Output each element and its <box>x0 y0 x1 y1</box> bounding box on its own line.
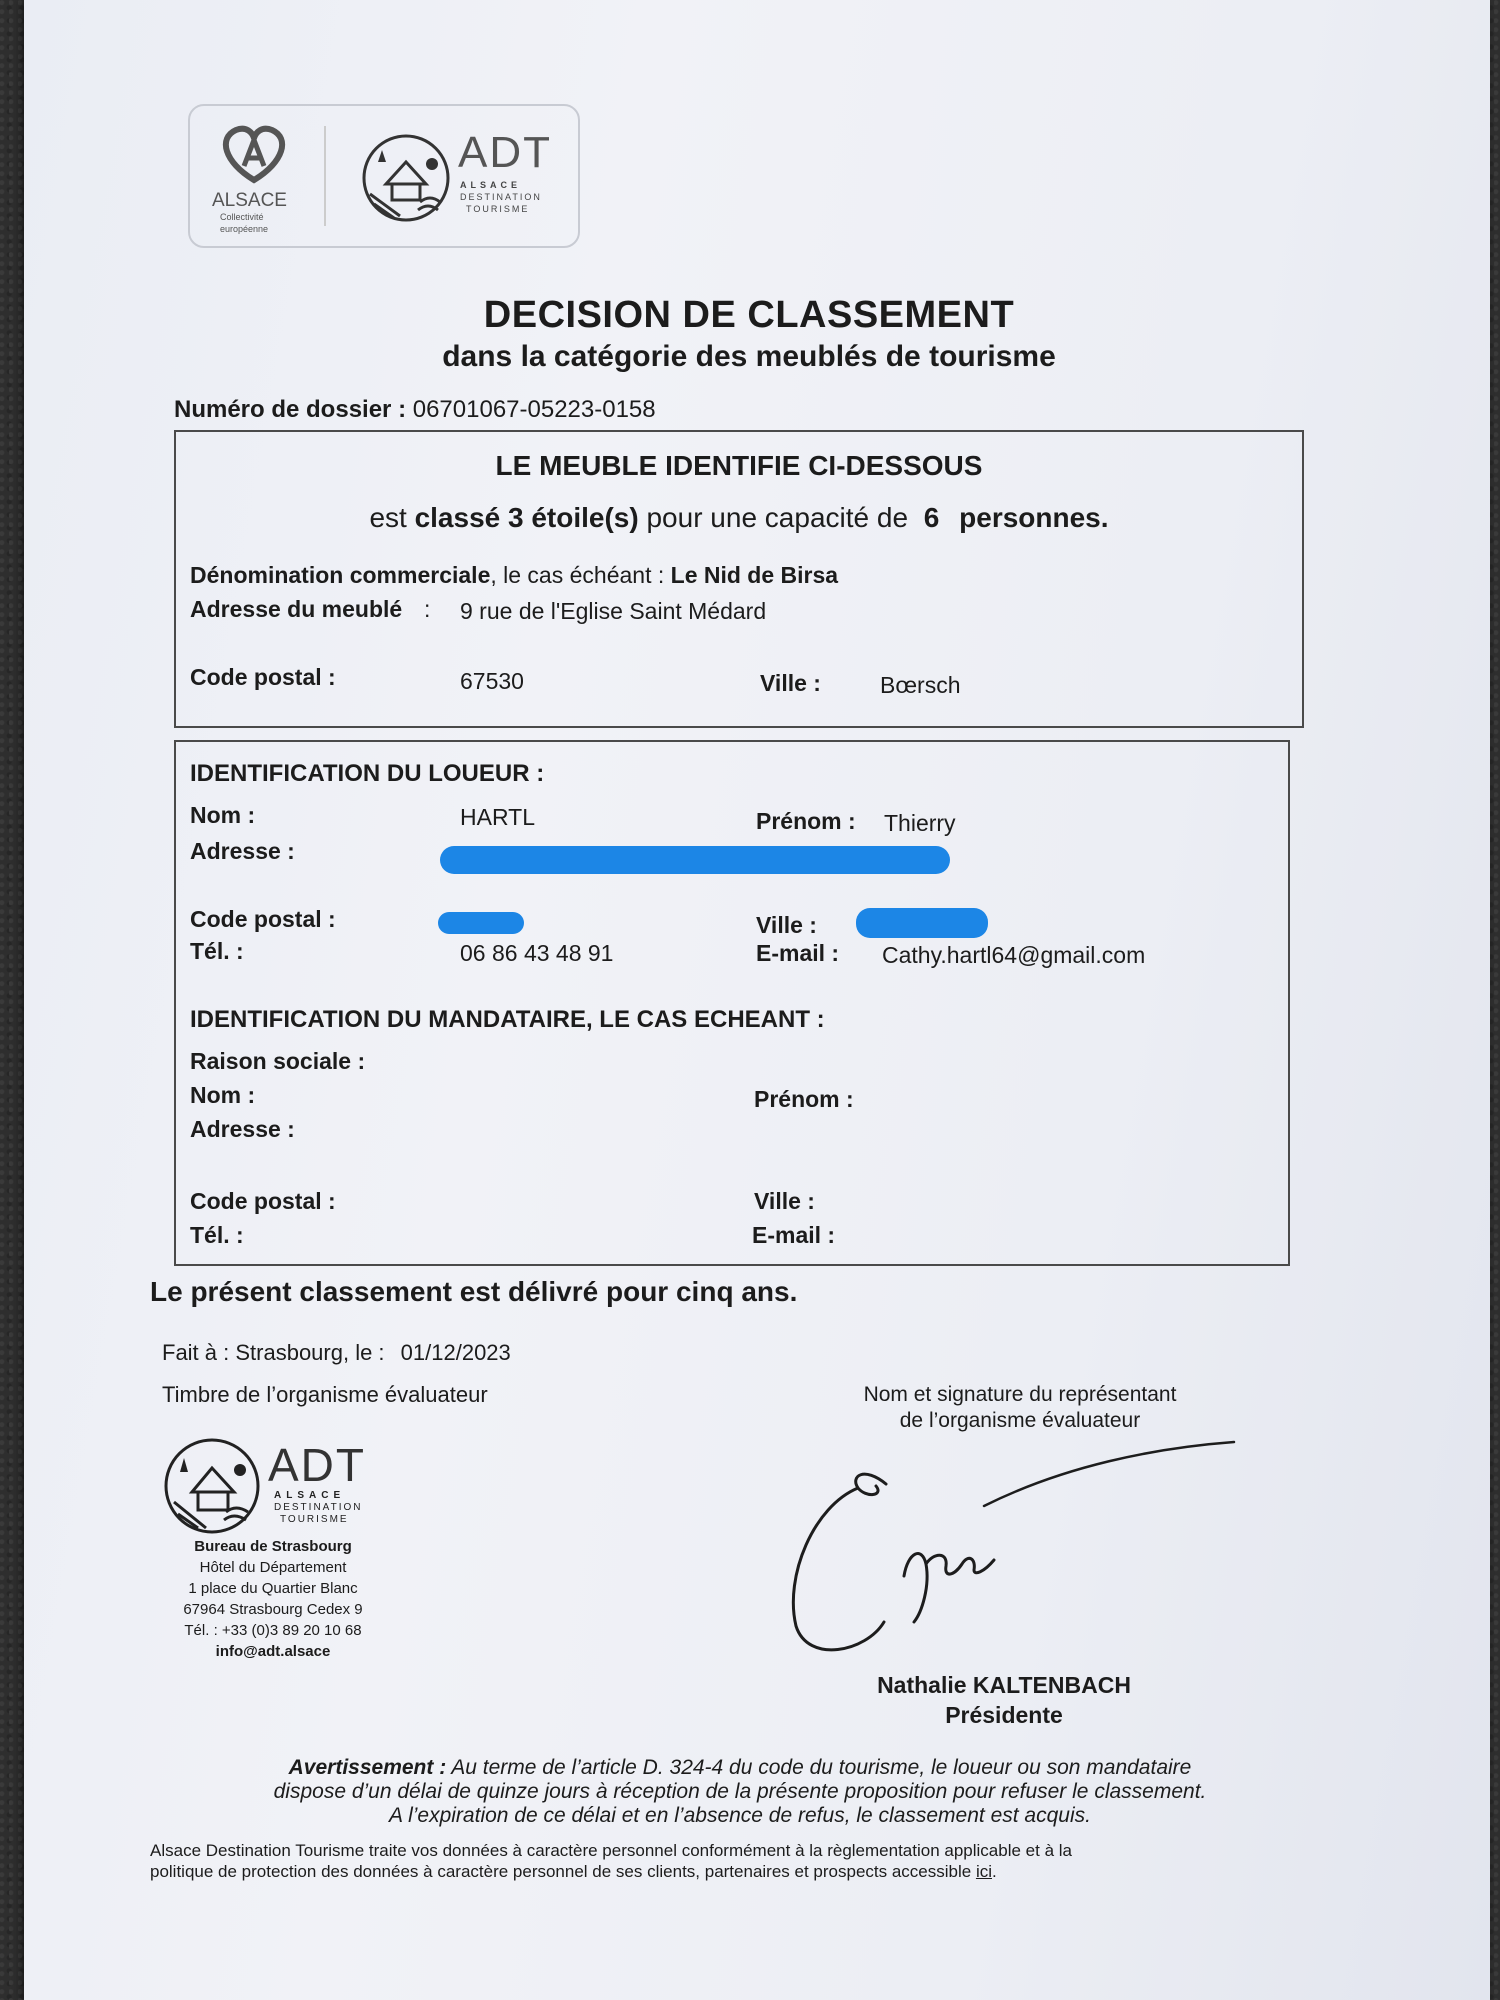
loueur-nom-label: Nom : <box>190 802 256 828</box>
redaction-cp <box>438 912 524 934</box>
meuble-ville-value: Bœrsch <box>880 672 961 698</box>
logo-divider <box>324 126 326 226</box>
mandataire-tel-label: Tél. : <box>190 1222 244 1248</box>
timbre-label: Timbre de l’organisme évaluateur <box>162 1382 488 1407</box>
signature-caption-line2: de l’organisme évaluateur <box>899 1409 1141 1432</box>
loueur-cp-label: Code postal : <box>190 906 336 932</box>
warning-line3: A l’expiration de ce délai et en l’absence de refus, le classement est acquis. <box>389 1804 1091 1827</box>
alsace-word: ALSACE <box>212 190 287 211</box>
loueur-prenom-label: Prénom : <box>756 808 856 834</box>
document-page <box>24 0 1490 2000</box>
mandataire-adresse-label: Adresse : <box>190 1116 295 1142</box>
loueur-email-value: Cathy.hartl64@gmail.com <box>882 942 1146 968</box>
classement-line <box>176 502 1302 534</box>
mandataire-ville-label: Ville : <box>754 1188 815 1214</box>
mandataire-cp-label: Code postal : <box>190 1188 336 1214</box>
signatory-block <box>824 1670 1184 1730</box>
warning-text1: Au terme de l’article D. 324-4 du code du tourisme, le loueur ou son mandataire <box>451 1756 1192 1779</box>
denomination-mid: , le cas échéant : <box>490 562 665 588</box>
stamp-emblem-icon <box>162 1436 262 1536</box>
validity-statement: Le présent classement est délivré pour cinq ans. <box>150 1276 798 1307</box>
identification-section <box>174 740 1290 1266</box>
adresse-meuble-value: 9 rue de l'Eglise Saint Médard <box>460 598 767 624</box>
stamp-line1: Bureau de Strasbourg <box>194 1538 352 1555</box>
adresse-meuble-colon: : <box>424 596 431 622</box>
mandataire-prenom-label: Prénom : <box>754 1086 854 1112</box>
logo-block <box>188 104 580 248</box>
capacity-value: 6 <box>923 502 940 533</box>
stamp-line2: Hôtel du Département <box>199 1559 347 1576</box>
classement-pre: est <box>369 502 407 533</box>
meuble-ville-label: Ville : <box>760 670 821 696</box>
adresse-meuble-label: Adresse du meublé <box>190 596 403 622</box>
warning-line2: dispose d’un délai de quinze jours à réception de la présente proposition pour refuser le classement. <box>273 1780 1207 1803</box>
adt-emblem-icon <box>360 132 452 224</box>
mandataire-email-label: E-mail : <box>752 1222 836 1248</box>
privacy-line1: Alsace Destination Tourisme traite vos données à caractère personnel conformément à la règlementation applicable et à la <box>150 1841 1072 1860</box>
stamp-adt-sub3: TOURISME <box>280 1514 349 1525</box>
privacy-line2-wrap <box>150 1861 1380 1882</box>
signatory-role: Présidente <box>945 1702 1063 1728</box>
fait-line <box>162 1340 511 1366</box>
stamp-address <box>160 1536 386 1662</box>
signature-caption-line1: Nom et signature du représentant <box>863 1383 1177 1406</box>
loueur-tel-value: 06 86 43 48 91 <box>460 940 614 966</box>
meuble-section <box>174 430 1304 728</box>
handwritten-signature <box>754 1426 1254 1666</box>
adt-word: ADT <box>458 128 552 177</box>
dossier-label: Numéro de dossier : <box>174 396 407 423</box>
adt-sub3: TOURISME <box>466 204 530 214</box>
stamp-line4: 67964 Strasbourg Cedex 9 <box>183 1601 363 1618</box>
redaction-adresse <box>440 846 950 874</box>
signatory-name: Nathalie KALTENBACH <box>877 1672 1131 1698</box>
loueur-email-label: E-mail : <box>756 940 840 966</box>
stamp-adt-sub1: ALSACE <box>274 1490 346 1501</box>
denomination-value: Le Nid de Birsa <box>670 562 839 588</box>
meuble-cp-value: 67530 <box>460 668 524 694</box>
meuble-heading: LE MEUBLE IDENTIFIE CI-DESSOUS <box>495 450 983 481</box>
adt-sub1: ALSACE <box>460 180 522 190</box>
privacy-line2: politique de protection des données à caractère personnel de ses clients, partenaires et prospects accessible <box>150 1862 972 1881</box>
mandataire-nom-label: Nom : <box>190 1082 256 1108</box>
privacy-notice <box>150 1840 1380 1882</box>
page-title: DECISION DE CLASSEMENT <box>483 294 1015 336</box>
warning-label: Avertissement : <box>288 1756 447 1779</box>
warning-line1 <box>120 1756 1360 1780</box>
stamp-line3: 1 place du Quartier Blanc <box>188 1580 358 1597</box>
stamp-line5: Tél. : +33 (0)3 89 20 10 68 <box>184 1622 362 1639</box>
stamp-line6: info@adt.alsace <box>215 1643 331 1660</box>
redaction-ville <box>856 908 988 938</box>
privacy-link[interactable]: ici <box>975 1862 993 1881</box>
privacy-end: . <box>992 1862 997 1881</box>
classement-end: personnes. <box>959 502 1109 533</box>
loueur-heading: IDENTIFICATION DU LOUEUR : <box>190 760 545 787</box>
fait-label: Fait à : Strasbourg, le : <box>162 1340 385 1365</box>
dossier-value: 06701067-05223-0158 <box>412 396 656 423</box>
loueur-nom-value: HARTL <box>460 804 535 830</box>
classement-mid: pour une capacité de <box>646 502 909 533</box>
denomination-label: Dénomination commerciale <box>190 562 491 588</box>
classement-stars: classé 3 étoile(s) <box>414 502 639 533</box>
dossier-line <box>174 396 656 424</box>
loueur-ville-label: Ville : <box>756 912 817 938</box>
fait-date: 01/12/2023 <box>400 1340 511 1365</box>
loueur-adresse-label: Adresse : <box>190 838 295 864</box>
mandataire-raison-label: Raison sociale : <box>190 1048 366 1074</box>
stamp-adt-word: ADT <box>268 1439 366 1491</box>
page-subtitle: dans la catégorie des meublés de tourisme <box>442 340 1056 373</box>
loueur-tel-label: Tél. : <box>190 938 244 964</box>
alsace-logo-icon <box>214 122 294 188</box>
mandataire-heading: IDENTIFICATION DU MANDATAIRE, LE CAS ECHEANT : <box>190 1006 825 1033</box>
adt-sub2: DESTINATION <box>460 192 542 202</box>
warning-block <box>120 1756 1360 1828</box>
meuble-cp-label: Code postal : <box>190 664 336 690</box>
denomination-line <box>190 562 838 589</box>
alsace-sub1: Collectivité <box>220 212 264 222</box>
stamp-adt-sub2: DESTINATION <box>274 1502 363 1513</box>
loueur-prenom-value: Thierry <box>884 810 956 836</box>
alsace-sub2: européenne <box>220 224 269 234</box>
